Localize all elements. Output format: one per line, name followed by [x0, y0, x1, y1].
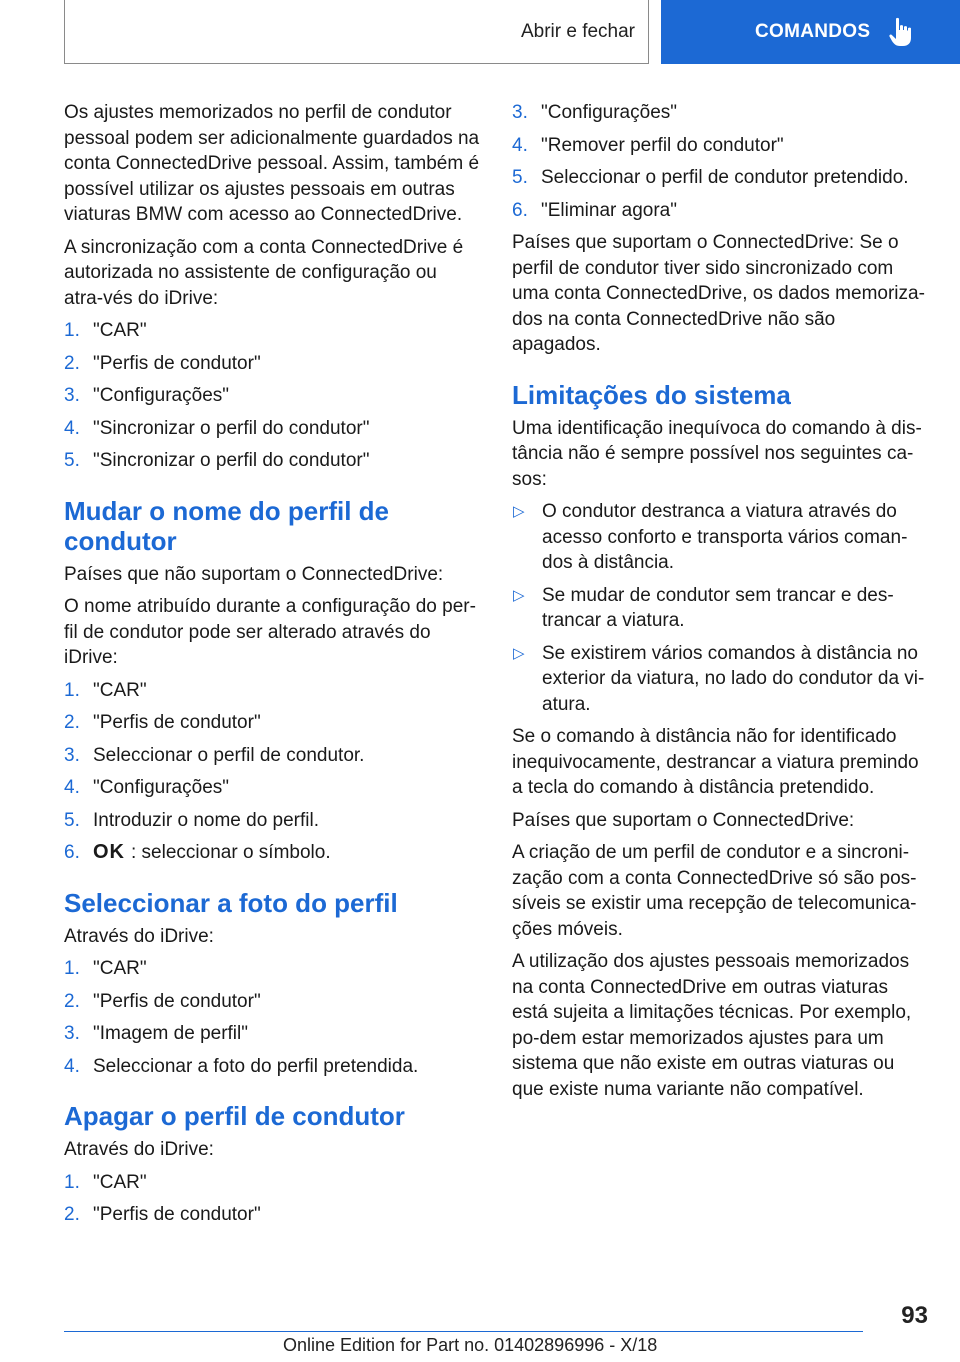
step-number: 2.: [64, 712, 80, 733]
step-number: 4.: [512, 134, 528, 156]
header-section-title: [64, 0, 649, 64]
footer-edition: Online Edition for Part no. 01402896996 - X/18: [283, 1335, 658, 1355]
paragraph: Países que suportam o ConnectedDrive:: [512, 809, 855, 831]
step-number: 4.: [64, 777, 80, 798]
list-item: [64, 448, 480, 474]
step-text: "Configurações": [541, 102, 678, 123]
step-text: "Eliminar agora": [541, 199, 677, 221]
step-number: 2.: [64, 990, 80, 1012]
list-item: [64, 710, 480, 736]
step-text: "Sincronizar o perfil do condutor": [93, 450, 370, 471]
step-text: "Perfis de condutor": [93, 1204, 261, 1225]
step-number: 5.: [512, 167, 528, 188]
step-number: 6.: [512, 199, 528, 221]
ok-icon: OK: [93, 841, 125, 863]
list-item: [64, 1202, 480, 1228]
step-text: Seleccionar o perfil de condutor.: [93, 744, 365, 766]
step-text: "Perfis de condutor": [93, 990, 261, 1012]
list-item: [64, 989, 480, 1015]
step-number: 1.: [64, 1171, 80, 1193]
paragraph: Se o comando à distância não for identificado inequivocamente, destrancar a viatura premindo a tecla do comando à distância pretendido.: [512, 726, 919, 798]
step-text: "CAR": [93, 320, 147, 341]
step-text: "Configurações": [93, 385, 230, 406]
section-heading-rename: Mudar o nome do perfil de condutor: [64, 495, 390, 556]
step-number: 5.: [64, 809, 80, 831]
bullet-text: O condutor destranca a viatura através do acesso conforto e transporta vários coman‐dos à distância.: [542, 501, 908, 573]
step-text: "Perfis de condutor": [93, 352, 261, 374]
paragraph: A utilização dos ajustes pessoais memorizados na conta ConnectedDrive em outras viaturas está sujeita a limitações técnicas. Por exemplo, po‐dem estar memorizados ajustes para um sistema que não existe em outras viaturas ou que existe numa variante não compatível.: [512, 951, 912, 1100]
section-heading-photo: Seleccionar a foto do perfil: [64, 887, 398, 918]
step-number: 1.: [64, 679, 80, 701]
step-number: 3.: [64, 1023, 80, 1044]
step-text: "CAR": [93, 958, 147, 979]
step-text-rest: : seleccionar o símbolo.: [131, 842, 331, 863]
triangle-bullet-icon: ▷: [513, 644, 525, 662]
section-heading-limits: Limitações do sistema: [512, 379, 791, 410]
list-item: [64, 1170, 480, 1196]
bullet-text: Se mudar de condutor sem trancar e des‐trancar a viatura.: [542, 584, 894, 631]
paragraph: Os ajustes memorizados no perfil de condutor pessoal podem ser adicionalmente guardados na conta ConnectedDrive pessoal. Assim, também é possível utilizar os ajustes pessoais em outras viaturas BMW com acesso ao ConnectedDrive.: [64, 102, 480, 225]
paragraph: Países que suportam o ConnectedDrive: Se o perfil de condutor tiver sido sincronizado com uma conta ConnectedDrive, os dados memoriza‐dos na conta ConnectedDrive não são apagados.: [512, 232, 925, 355]
step-number: 4.: [64, 417, 80, 439]
delete-steps-list: [64, 1170, 480, 1228]
sync-steps-list: [64, 318, 480, 474]
step-text: "Configurações": [93, 777, 230, 798]
step-text: "Imagem de perfil": [93, 1023, 248, 1044]
hand-pointer-icon: [888, 17, 914, 47]
list-item: [512, 583, 928, 634]
list-item: [64, 743, 480, 769]
step-text: [93, 840, 331, 866]
step-number: 4.: [64, 1055, 80, 1077]
page-number: 93: [901, 1302, 928, 1329]
list-item: [64, 678, 480, 704]
paragraph: Uma identificação inequívoca do comando à dis‐tância não é sempre possível nos seguintes ca‐sos:: [512, 417, 922, 490]
list-item: [64, 1021, 480, 1047]
delete-steps-cont-list: [512, 100, 928, 223]
list-item: [64, 416, 480, 442]
paragraph: Através do iDrive:: [64, 925, 214, 947]
paragraph: A sincronização com a conta ConnectedDrive é autorizada no assistente de configuração ou atra‐vés do iDrive:: [64, 236, 464, 309]
triangle-bullet-icon: ▷: [513, 586, 525, 604]
header-chapter-tab: [661, 0, 960, 64]
list-item: [512, 165, 928, 191]
chapter-title: COMANDOS: [755, 21, 871, 42]
triangle-bullet-icon: ▷: [513, 503, 525, 520]
step-number: 5.: [64, 450, 80, 471]
step-text: "CAR": [93, 679, 147, 701]
step-text: "Perfis de condutor": [93, 712, 261, 733]
list-item: [64, 808, 480, 834]
step-text: Introduzir o nome do perfil.: [93, 809, 320, 831]
step-text: "Sincronizar o perfil do condutor": [93, 417, 370, 439]
step-number: 3.: [512, 102, 528, 123]
limits-bullet-list: [512, 499, 928, 717]
section-heading-delete: Apagar o perfil de condutor: [64, 1101, 405, 1131]
footer-divider: [64, 1331, 863, 1332]
rename-steps-list: [64, 678, 480, 866]
step-number: 2.: [64, 352, 80, 374]
list-item: [512, 198, 928, 224]
paragraph: Através do iDrive:: [64, 1139, 214, 1160]
paragraph: Países que não suportam o ConnectedDrive:: [64, 563, 444, 585]
list-item: [64, 351, 480, 377]
list-item: [64, 956, 480, 982]
step-text: Seleccionar o perfil de condutor pretendido.: [541, 167, 909, 188]
list-item: [512, 499, 928, 576]
list-item: [64, 840, 480, 866]
list-item: [64, 318, 480, 344]
step-number: 3.: [64, 385, 80, 406]
bullet-text: Se existirem vários comandos à distância no exterior da viatura, no lado do condutor da vi‐atura.: [542, 642, 925, 715]
step-number: 6.: [64, 842, 80, 863]
list-item: [512, 133, 928, 159]
right-column: [512, 100, 928, 1109]
section-title: Abrir e fechar: [520, 21, 635, 42]
step-text: "Remover perfil do condutor": [541, 134, 784, 156]
paragraph: A criação de um perfil de condutor e a sincroni‐zação com a conta ConnectedDrive só são pos‐síveis se existir uma recepção de telecomunica‐ções móveis.: [512, 842, 917, 940]
list-item: [512, 100, 928, 126]
paragraph: O nome atribuído durante a configuração do per‐fil de condutor pode ser alterado através do iDrive:: [64, 596, 476, 668]
list-item: [512, 641, 928, 718]
left-column: [64, 100, 480, 1235]
step-number: 3.: [64, 744, 80, 766]
list-item: [64, 1054, 480, 1080]
step-number: 2.: [64, 1204, 80, 1225]
list-item: [64, 383, 480, 409]
step-text: "CAR": [93, 1171, 147, 1193]
list-item: [64, 775, 480, 801]
step-text: Seleccionar a foto do perfil pretendida.: [93, 1055, 419, 1077]
photo-steps-list: [64, 956, 480, 1079]
step-number: 1.: [64, 958, 80, 979]
step-number: 1.: [64, 320, 80, 341]
